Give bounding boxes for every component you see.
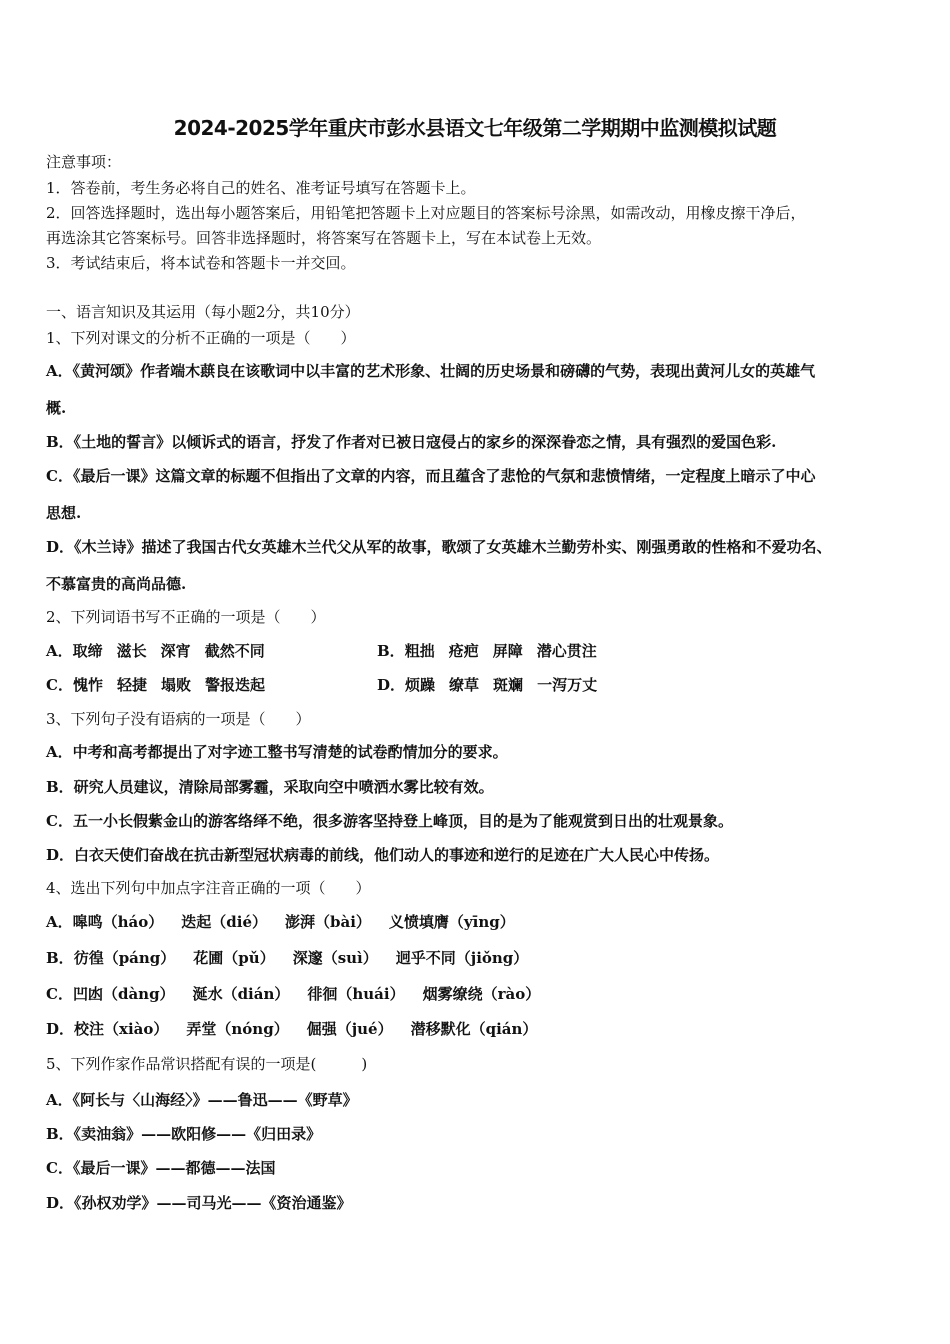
word: 一泻万丈 [537,676,598,694]
notice-item: 2．回答选择题时，选出每小题答案后，用铅笔把答题卡上对应题目的答案标号涂黑，如需改动，用橡皮擦干净后， [46,204,806,222]
pinyin-item: 迥乎不同（jiǒng） [395,949,529,967]
option-letter: B． [377,642,405,660]
q2-option-c [46,674,279,695]
question-1-stem: 1、下列对课文的分析不正确的一项是（ ） [46,329,356,347]
word: 屏障 [492,642,523,660]
word: 粗拙 [404,642,435,660]
pinyin-item: 义愤填膺（yīng） [388,913,515,931]
question-3-stem: 3、下列句子没有语病的一项是（ ） [46,710,311,728]
pinyin-item: 凹凼（dàng） [72,985,175,1003]
q5-option-b: B．《卖油翁》——欧阳修——《归田录》 [46,1125,322,1143]
pinyin-item: 深邃（suì） [292,949,378,967]
q1-option-d-cont: 不慕富贵的高尚品德. [46,575,187,593]
q1-option-a-cont: 概. [46,399,67,417]
word: 截然不同 [204,642,265,660]
option-letter: A． [46,642,73,660]
option-letter: D． [377,676,406,694]
word: 取缔 [72,642,103,660]
question-2-stem: 2、下列词语书写不正确的一项是（ ） [46,608,326,626]
q2-option-a [46,640,279,661]
pinyin-item: 弄堂（nóng） [186,1020,289,1038]
word: 警报迭起 [205,676,266,694]
notice-heading: 注意事项： [46,153,122,171]
q3-option-d: D．白衣天使们奋战在抗击新型冠状病毒的前线，他们动人的事迹和逆行的足迹在广大人民心中传扬。 [46,846,720,864]
word: 斑斓 [493,676,524,694]
pinyin-item: 澎湃（bài） [285,913,371,931]
q5-option-c: C．《最后一课》——都德——法国 [46,1159,276,1177]
q1-option-b: B．《土地的誓言》以倾诉式的语言，抒发了作者对已被日寇侵占的家乡的深深眷恋之情，具有强烈的爱国色彩. [46,433,777,451]
q2-option-d [377,674,611,695]
pinyin-item: 花圃（pǔ） [193,949,275,967]
word: 潜心贯注 [536,642,597,660]
q3-option-b: B．研究人员建议，清除局部雾霾，采取向空中喷洒水雾比较有效。 [46,778,494,796]
exam-title: 2024-2025学年重庆市彭水县语文七年级第二学期期中监测模拟试题 [173,116,777,140]
q1-option-c: C．《最后一课》这篇文章的标题不但指出了文章的内容，而且蕴含了悲怆的气氛和悲愤情绪，一定程度上暗示了中心 [46,467,816,485]
q2-option-b [377,640,611,661]
word: 烦躁 [405,676,436,694]
option-letter: C． [46,985,73,1003]
option-letter: A． [46,913,73,931]
q1-option-c-cont: 思想. [46,504,82,522]
q1-option-a: A．《黄河颂》作者端木蕻良在该歌词中以丰富的艺术形象、壮阔的历史场景和磅礴的气势，表现出黄河儿女的英雄气 [46,362,816,380]
q3-option-c: C．五一小长假紫金山的游客络绎不绝，很多游客坚持登上峰顶，目的是为了能观赏到日出的壮观景象。 [46,812,733,830]
q4-option-a [46,911,533,932]
word: 缭草 [449,676,480,694]
q4-option-d [46,1018,555,1039]
q1-option-d: D．《木兰诗》描述了我国古代女英雄木兰代父从军的故事，歌颂了女英雄木兰勤劳朴实、刚强勇敢的性格和不爱功名、 [46,538,832,556]
pinyin-item: 潜移默化（qián） [410,1020,538,1038]
pinyin-item: 徘徊（huái） [307,985,405,1003]
word: 轻捷 [116,676,147,694]
pinyin-item: 涎水（dián） [192,985,290,1003]
word: 深宵 [160,642,191,660]
q3-option-a: A．中考和高考都提出了对字迹工整书写清楚的试卷酌情加分的要求。 [46,743,508,761]
notice-item: 3．考试结束后，将本试卷和答题卡一并交回。 [46,254,356,272]
pinyin-item: 嗥鸣（háo） [72,913,164,931]
q5-option-a: A．《阿长与〈山海经〉》——鲁迅——《野草》 [46,1091,358,1109]
option-letter: C． [46,676,73,694]
pinyin-item: 迭起（dié） [181,913,268,931]
q4-option-c [46,983,558,1004]
option-letter: D． [46,1020,75,1038]
question-5-stem: 5、下列作家作品常识搭配有误的一项是( ) [46,1055,368,1073]
question-4-stem: 4、选出下列句中加点字注音正确的一项（ ） [46,879,371,897]
notice-item: 再选涂其它答案标号。回答非选择题时，将答案写在答题卡上，写在本试卷上无效。 [46,229,602,247]
word: 愧怍 [72,676,103,694]
q5-option-d: D．《孙权劝学》——司马光——《资治通鉴》 [46,1194,352,1212]
pinyin-item: 彷徨（páng） [73,949,176,967]
notice-item: 1．答卷前，考生务必将自己的姓名、准考证号填写在答题卡上。 [46,179,476,197]
word: 疮疤 [448,642,479,660]
pinyin-item: 倔强（jué） [306,1020,393,1038]
pinyin-item: 校注（xiào） [74,1020,169,1038]
word: 滋长 [116,642,147,660]
section-heading: 一、语言知识及其运用（每小题2分，共10分） [46,303,360,321]
option-letter: B． [46,949,74,967]
pinyin-item: 烟雾缭绕（rào） [422,985,541,1003]
word: 塌败 [160,676,191,694]
q4-option-b [46,947,546,968]
